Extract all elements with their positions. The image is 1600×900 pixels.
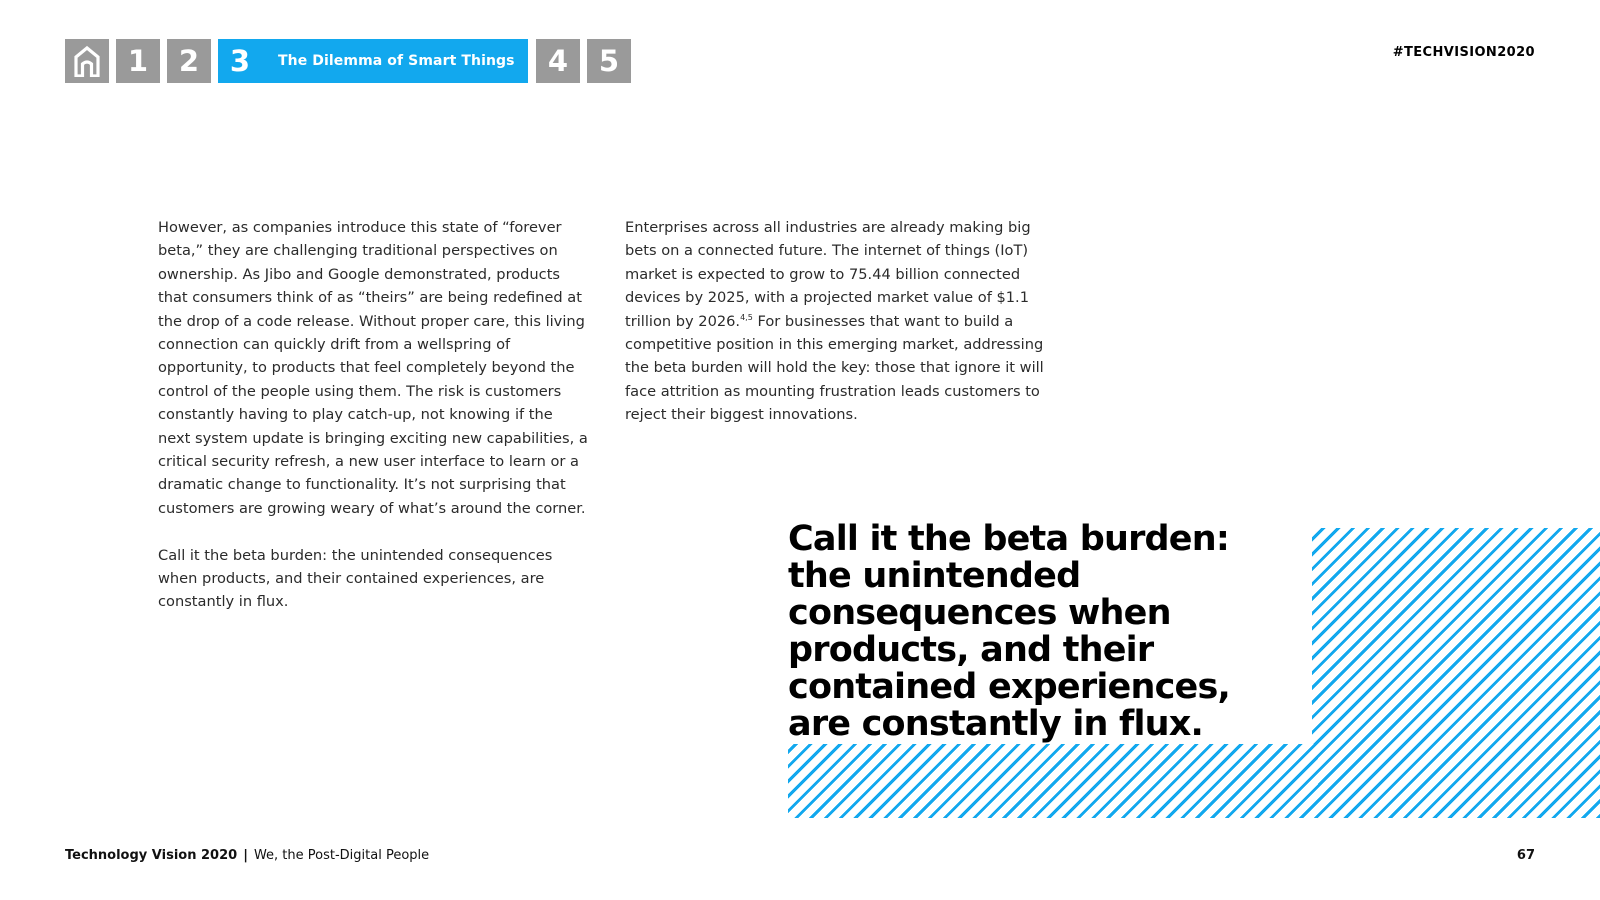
chapter-4-button[interactable]: 4: [536, 39, 580, 83]
footer: [65, 848, 429, 863]
home-button[interactable]: [65, 39, 109, 83]
body-text: Enterprises across all industries are already making big bets on a connected future. The internet of things (IoT) market is expected to grow to 75.44 billion connected devices by 2025, with a projected market value of $1.1 trillion by 2026.: [625, 219, 1031, 330]
right-text-column: [625, 216, 1045, 450]
body-paragraph: Call it the beta burden: the unintended consequences when products, and their contained experiences, are constantly in flux.: [158, 546, 553, 611]
chapter-1-button[interactable]: 1: [116, 39, 160, 83]
pull-quote: Call it the beta burden: the unintended consequences when products, and their contained experiences, are constantly in flux.: [788, 519, 1230, 744]
footer-subtitle: We, the Post-Digital People: [253, 848, 430, 863]
home-icon: [72, 45, 102, 77]
page-number: 67: [1516, 848, 1535, 863]
striped-graphic-right: [1312, 528, 1600, 818]
left-text-column: [158, 216, 588, 637]
footnote-reference[interactable]: 4,5: [740, 312, 753, 322]
footer-title: Technology Vision 2020: [65, 848, 238, 863]
footer-separator: |: [243, 848, 248, 863]
chapter-5-button[interactable]: 5: [587, 39, 631, 83]
body-paragraph: [625, 216, 1045, 427]
body-paragraph: However, as companies introduce this state of “forever beta,” they are challenging traditional perspectives on ownership. As Jibo and Google demonstrated, products that consumers think of as “theirs” are being redefined at the drop of a code release. Without proper care, this living connection can quickly drift from a wellspring of opportunity, to products that feel completely beyond the control of the people using them. The risk is customers constantly having to play catch-up, not knowing if the next system update is bringing exciting new capabilities, a critical security refresh, a new user interface to learn or a dramatic change to functionality. It’s not surprising that customers are growing weary of what’s around the corner.: [158, 219, 588, 517]
striped-graphic-bottom: [788, 744, 1318, 818]
chapter-3-title: The Dilemma of Smart Things: [278, 53, 515, 69]
chapter-3-number: 3: [229, 44, 251, 78]
body-text: For businesses that want to build a competitive position in this emerging market, addressing the beta burden will hold the key: those that ignore it will face attrition as mounting frustration leads customers to reject their biggest innovations.: [625, 312, 1044, 424]
hashtag: #TECHVISION2020: [1392, 45, 1535, 60]
chapter-2-button[interactable]: 2: [167, 39, 211, 83]
chapter-navigation: [65, 39, 638, 83]
chapter-3-active-tab[interactable]: [218, 39, 528, 83]
